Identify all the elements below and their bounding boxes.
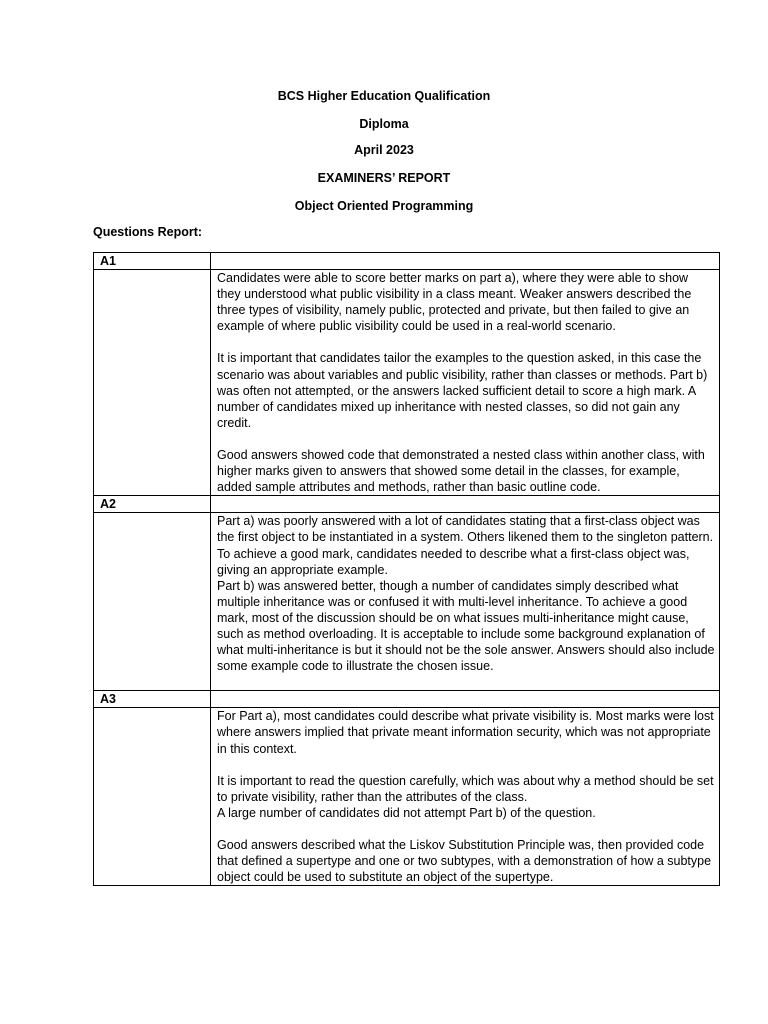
questions-report-table	[93, 252, 720, 886]
table-row	[94, 708, 720, 886]
qualification-title: BCS Higher Education Qualification	[277, 89, 491, 103]
diploma-title: Diploma	[359, 117, 409, 131]
questions-report-label: Questions Report:	[93, 225, 203, 239]
answer-commentary-a1	[211, 270, 720, 496]
empty-cell	[211, 691, 720, 708]
table-row	[94, 513, 720, 691]
question-id-a3: A3	[94, 691, 211, 708]
question-id-a2: A2	[94, 496, 211, 513]
paragraph: Part a) was poorly answered with a lot of candidates stating that a first-class object was the first object to be instantiated in a system. Others likened them to the singleton pattern. To achieve a good mark, candidates needed to describe what a first-class object was, giving an appropriate example.	[217, 514, 714, 577]
paragraph: Good answers showed code that demonstrated a nested class within another class, with higher marks given to answers that showed some detail in the classes, for example, added sample attributes and methods, rather than basic outline code.	[217, 447, 705, 495]
empty-cell	[94, 513, 211, 691]
paragraph: Good answers described what the Liskov Substitution Principle was, then provided code that defined a supertype and one or two subtypes, with a demonstration of how a subtype object could be used to substitute an object of the supertype.	[217, 837, 712, 885]
paragraph: It is important to read the question carefully, which was about why a method should be set to private visibility, rather than the attributes of the class.	[217, 773, 714, 804]
exam-date: April 2023	[354, 143, 414, 157]
empty-cell	[94, 270, 211, 496]
answer-commentary-a2	[211, 513, 720, 691]
answer-commentary-a3	[211, 708, 720, 886]
table-row	[94, 691, 720, 708]
empty-cell	[94, 708, 211, 886]
paragraph: For Part a), most candidates could describe what private visibility is. Most marks were lost where answers implied that private meant information security, which was not appropriate in this context.	[217, 709, 714, 756]
report-title: EXAMINERS’ REPORT	[317, 171, 451, 185]
paragraph: A large number of candidates did not attempt Part b) of the question.	[217, 805, 596, 820]
paragraph: Candidates were able to score better marks on part a), where they were able to show they understood what public visibility in a class meant. Weaker answers described the three types of visibility, namely public, protected and private, but then failed to give an example of where public visibility could be used in a real-world scenario.	[217, 271, 692, 334]
question-id-a1: A1	[94, 253, 211, 270]
paragraph: Part b) was answered better, though a number of candidates simply described what multiple inheritance was or confused it with multi-level inheritance. To achieve a good mark, most of the discussion should be on what issues multi-inheritance might cause, such as method overloading. It is acceptable to include some background explanation of what multi-inheritance is but it should not be the sole answer. Answers should also include some example code to illustrate the chosen issue.	[217, 578, 715, 674]
table-row	[94, 253, 720, 270]
empty-cell	[211, 496, 720, 513]
table-row	[94, 270, 720, 496]
table-row	[94, 496, 720, 513]
subject-title: Object Oriented Programming	[294, 199, 474, 213]
empty-cell	[211, 253, 720, 270]
paragraph: It is important that candidates tailor the examples to the question asked, in this case the scenario was about variables and public visibility, rather than classes or methods. Part b) was often not attempted, or the answers lacked sufficient detail to score a high mark. A number of candidates mixed up inheritance with nested classes, so did not gain any credit.	[217, 351, 708, 430]
